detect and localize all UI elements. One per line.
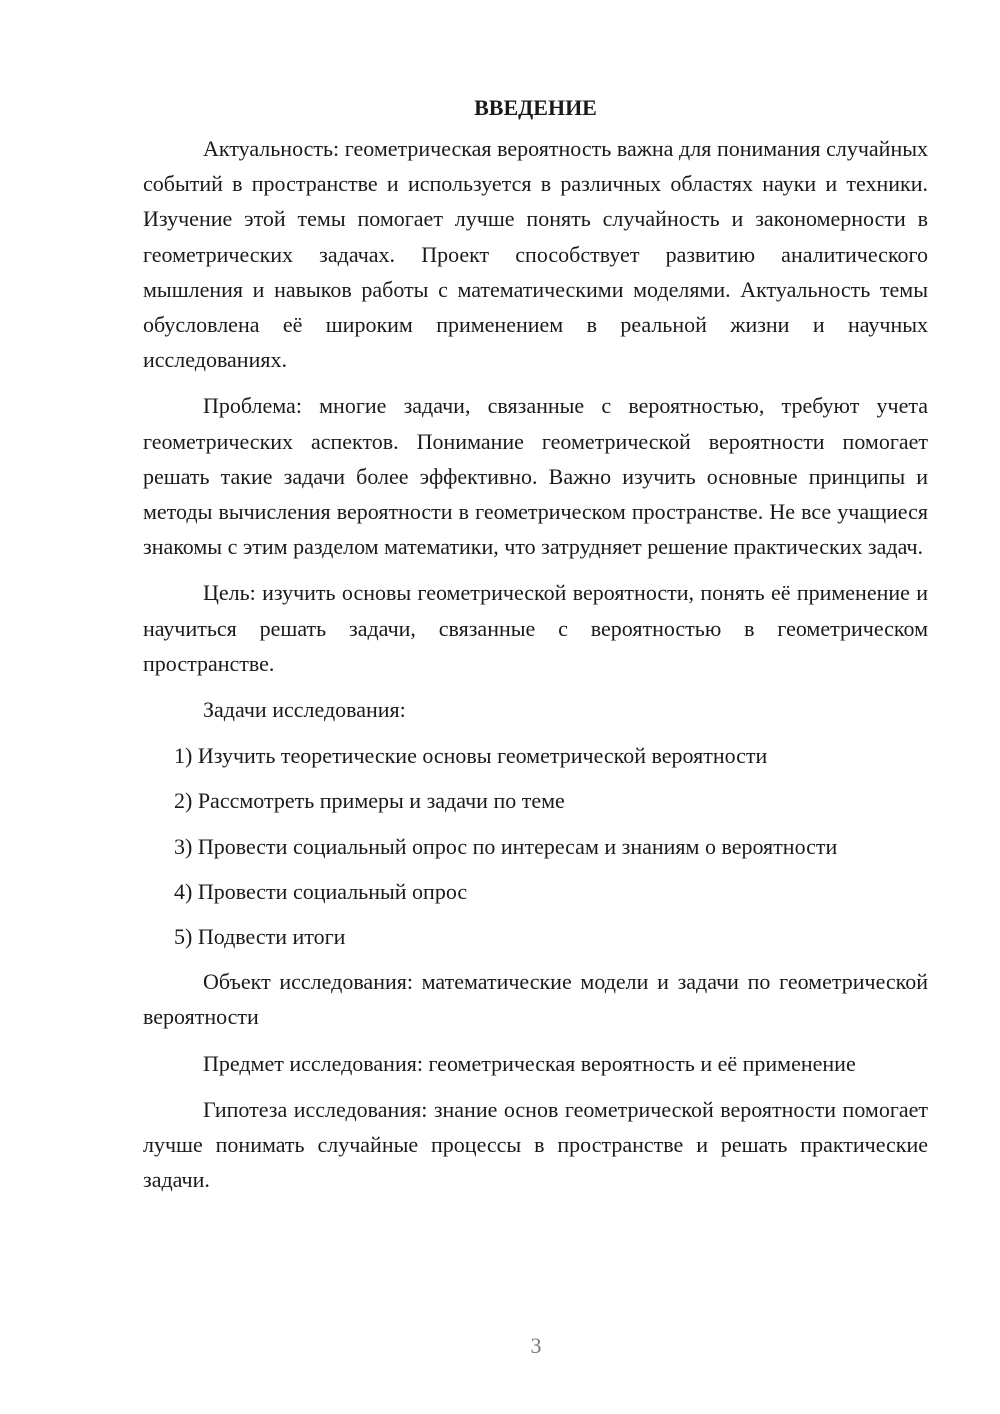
list-item: 5) Подвести итоги (174, 924, 346, 950)
tasks-list (143, 738, 928, 954)
page-title: ВВЕДЕНИЕ (474, 95, 597, 120)
list-item: 1) Изучить теоретические основы геометрической вероятности (174, 743, 768, 769)
document-page (143, 93, 928, 1208)
list-item: 4) Провести социальный опрос (174, 878, 468, 904)
paragraph-problem: Проблема: многие задачи, связанные с вероятностью, требуют учета геометрических аспектов. Понимание геометрической вероятности помогает решать такие задачи более эффективно. Важно изучить основные принципы и методы вычисления вероятности в геометрическом пространстве. Не все учащиеся знакомы с этим разделом математики, что затрудняет решение практических задач. (143, 393, 928, 560)
paragraph-object: Объект исследования: математические модели и задачи по геометрической вероятности (143, 969, 928, 1030)
page-number: 3 (530, 1333, 542, 1358)
paragraph-goal: Цель: изучить основы геометрической вероятности, понять её применение и научиться решать задачи, связанные с вероятностью в геометрическом пространстве. (143, 580, 928, 676)
tasks-heading: Задачи исследования: (203, 697, 406, 723)
list-item: 2) Рассмотреть примеры и задачи по теме (174, 788, 565, 814)
list-item: 3) Провести социальный опрос по интересам и знаниям о вероятности (174, 833, 838, 859)
paragraph-subject: Предмет исследования: геометрическая вероятность и её применение (203, 1050, 856, 1076)
paragraph-hypothesis: Гипотеза исследования: знание основ геометрической вероятности помогает лучше понимать случайные процессы в пространстве и решать практические задачи. (143, 1096, 928, 1193)
paragraph-relevance: Актуальность: геометрическая вероятность важна для понимания случайных событий в пространстве и используется в различных областях науки и техники. Изучение этой темы помогает лучше понять случайность и закономерности в геометрических задачах. Проект способствует развитию аналитического мышления и навыков работы с математическими моделями. Актуальность темы обусловлена её широким применением в реальной жизни и научных исследованиях. (143, 136, 928, 373)
